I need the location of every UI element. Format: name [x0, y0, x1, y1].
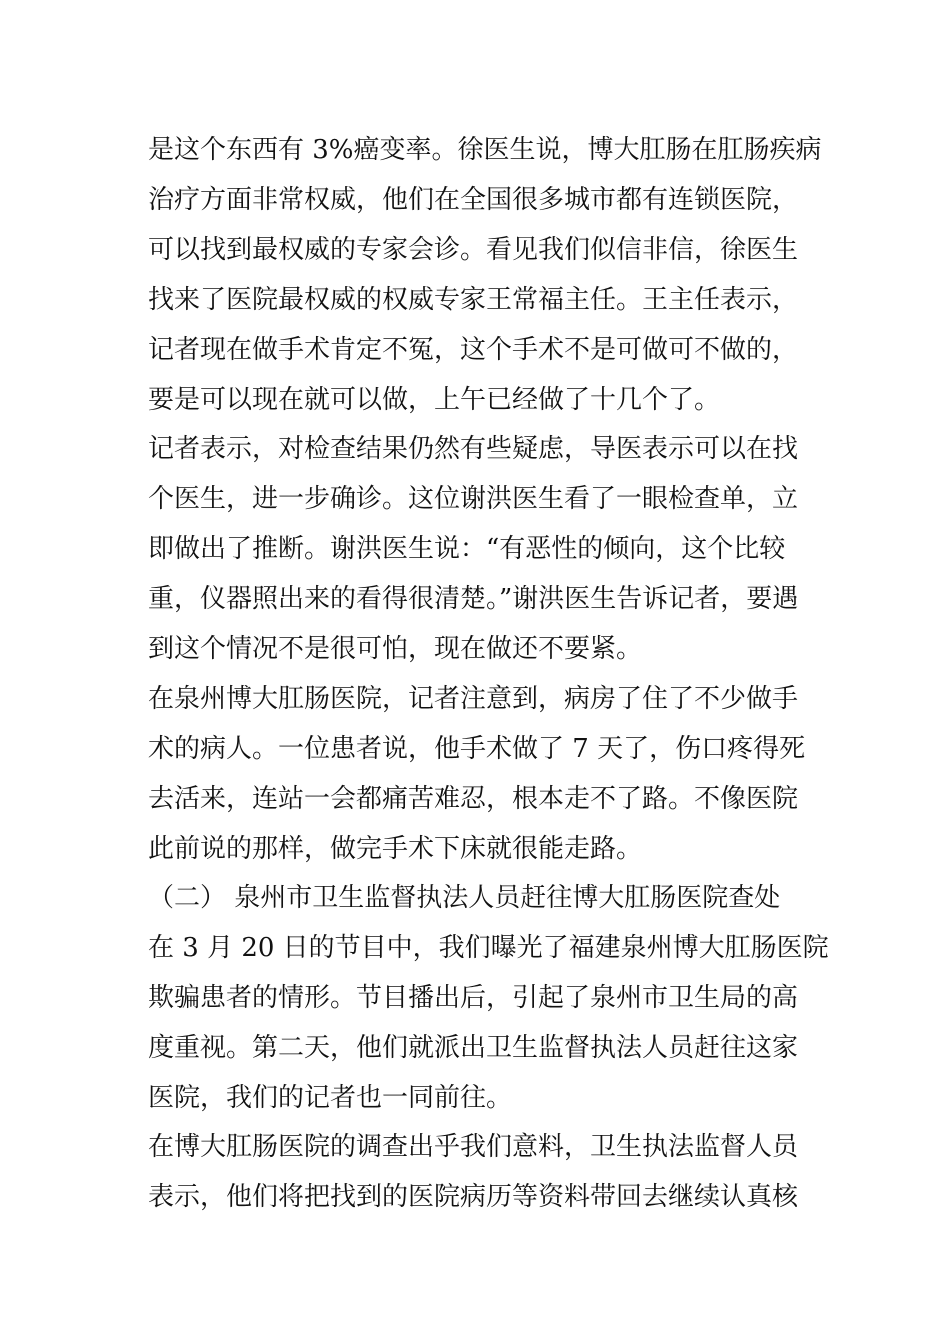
section-heading: （二） 泉州市卫生监督执法人员赶往博大肛肠医院查处	[148, 883, 781, 913]
text-line: 要是可以现在就可以做，上午已经做了十几个了。	[148, 385, 721, 415]
text-line: 在 3 月 20 日的节目中，我们曝光了福建泉州博大肛肠医院	[148, 933, 829, 963]
text-line: 找来了医院最权威的权威专家王常福主任。王主任表示，	[148, 285, 799, 315]
text-line: 个医生，进一步确诊。这位谢洪医生看了一眼检查单，立	[148, 484, 799, 514]
text-line: 在泉州博大肛肠医院，记者注意到，病房了住了不少做手	[148, 684, 799, 714]
text-line: 即做出了推断。谢洪医生说：“有恶性的倾向，这个比较	[148, 534, 786, 564]
text-line: 是这个东西有 3%癌变率。徐医生说，博大肛肠在肛肠疾病	[148, 135, 822, 165]
text-line: 可以找到最权威的专家会诊。看见我们似信非信，徐医生	[148, 235, 799, 265]
text-line: 术的病人。一位患者说，他手术做了 7 天了，伤口疼得死	[148, 734, 806, 764]
text-line: 表示，他们将把找到的医院病历等资料带回去继续认真核	[148, 1182, 799, 1212]
text-line: 记者现在做手术肯定不冤，这个手术不是可做可不做的，	[148, 335, 799, 365]
text-line: 医院，我们的记者也一同前往。	[148, 1083, 513, 1113]
text-line: 此前说的那样，做完手术下床就很能走路。	[148, 834, 643, 864]
text-line: 治疗方面非常权威，他们在全国很多城市都有连锁医院，	[148, 185, 799, 215]
text-line: 去活来，连站一会都痛苦难忍，根本走不了路。不像医院	[148, 784, 799, 814]
text-line: 欺骗患者的情形。节目播出后，引起了泉州市卫生局的高	[148, 983, 799, 1013]
text-line: 度重视。第二天，他们就派出卫生监督执法人员赶往这家	[148, 1033, 799, 1063]
text-line: 重，仪器照出来的看得很清楚。”谢洪医生告诉记者，要遇	[148, 584, 799, 614]
text-line: 记者表示，对检查结果仍然有些疑虑，导医表示可以在找	[148, 434, 799, 464]
text-line: 在博大肛肠医院的调查出乎我们意料，卫生执法监督人员	[148, 1132, 799, 1162]
text-line: 到这个情况不是很可怕，现在做还不要紧。	[148, 634, 643, 664]
